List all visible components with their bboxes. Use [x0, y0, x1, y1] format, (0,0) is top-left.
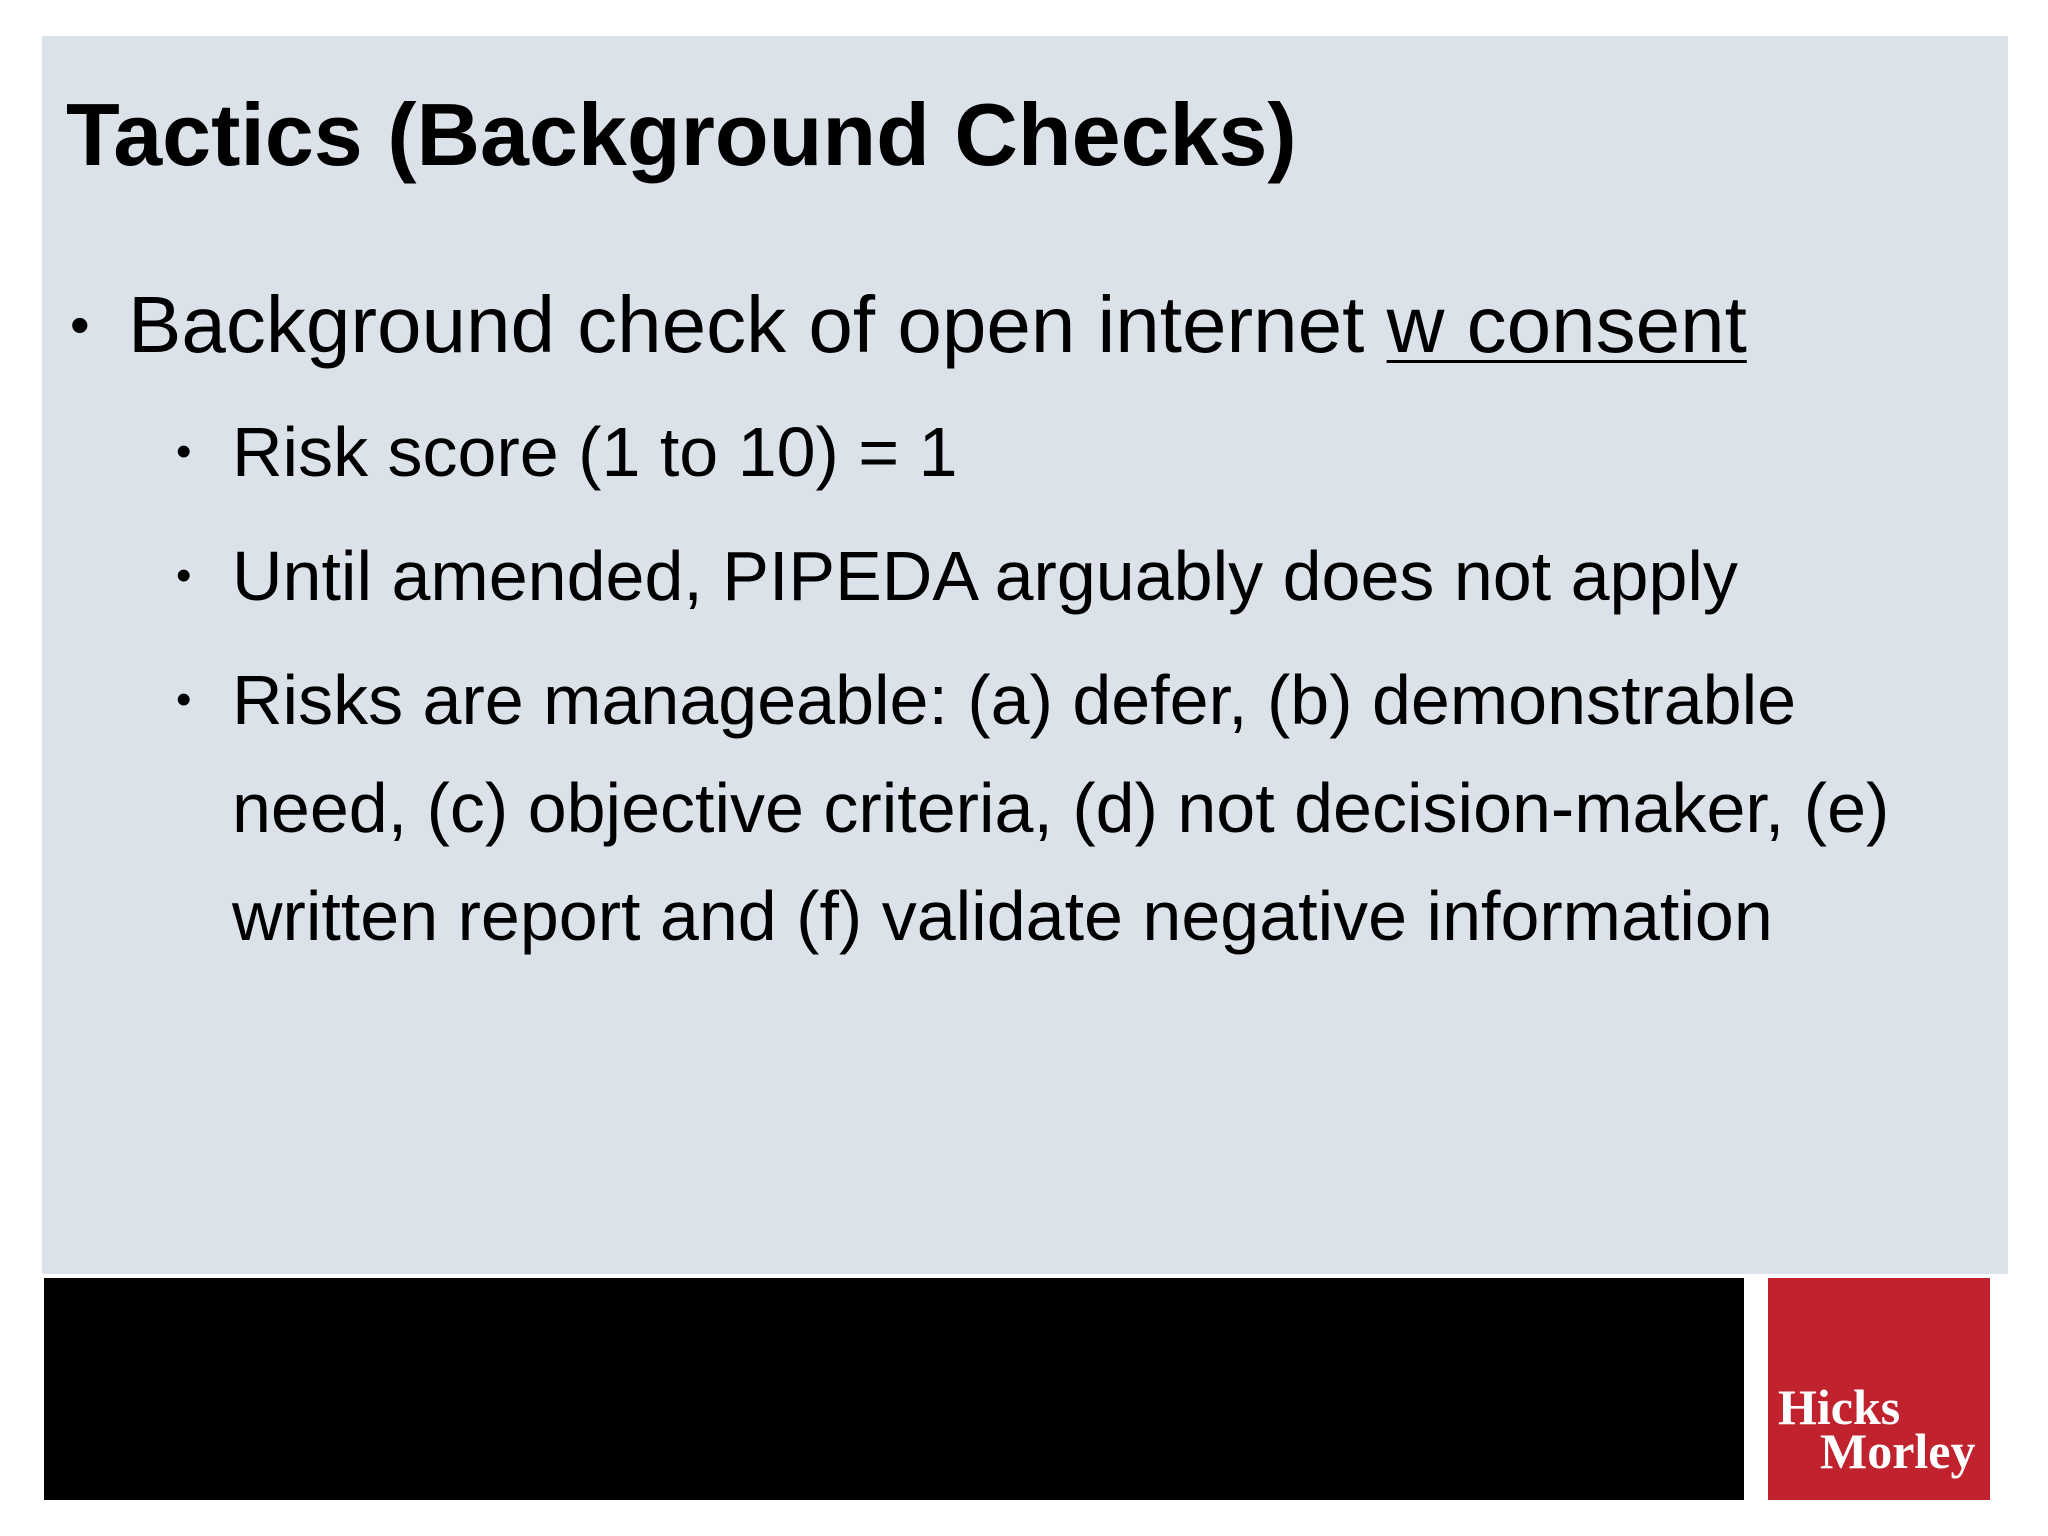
- logo-wordmark: [1768, 1278, 1990, 1500]
- bullet-dot: •: [176, 427, 192, 476]
- footer-bar: [44, 1278, 1744, 1500]
- bullet-dot: •: [176, 675, 192, 724]
- bullet-dot: •: [70, 293, 90, 356]
- main-bullet-text-plain: Background check of open internet: [128, 280, 1387, 369]
- sub-bullet-text: Risks are manageable: (a) defer, (b) demonstrable need, (c) objective criteria, (d) not decision-maker, (e) written report and (f) validate negative information: [232, 661, 1890, 955]
- bullet-dot: •: [176, 551, 192, 600]
- main-bullet-text: [128, 270, 1747, 380]
- hicks-morley-logo: [1768, 1278, 1990, 1500]
- sub-bullet-text: Risk score (1 to 10) = 1: [232, 413, 958, 491]
- main-bullet-text-underlined: w consent: [1386, 280, 1747, 369]
- logo-line-2: Morley: [1820, 1423, 1976, 1479]
- logo-line-1: Hicks: [1778, 1379, 1901, 1435]
- slide-title: Tactics (Background Checks): [66, 85, 1297, 184]
- sub-bullet-text: Until amended, PIPEDA arguably does not apply: [232, 537, 1738, 615]
